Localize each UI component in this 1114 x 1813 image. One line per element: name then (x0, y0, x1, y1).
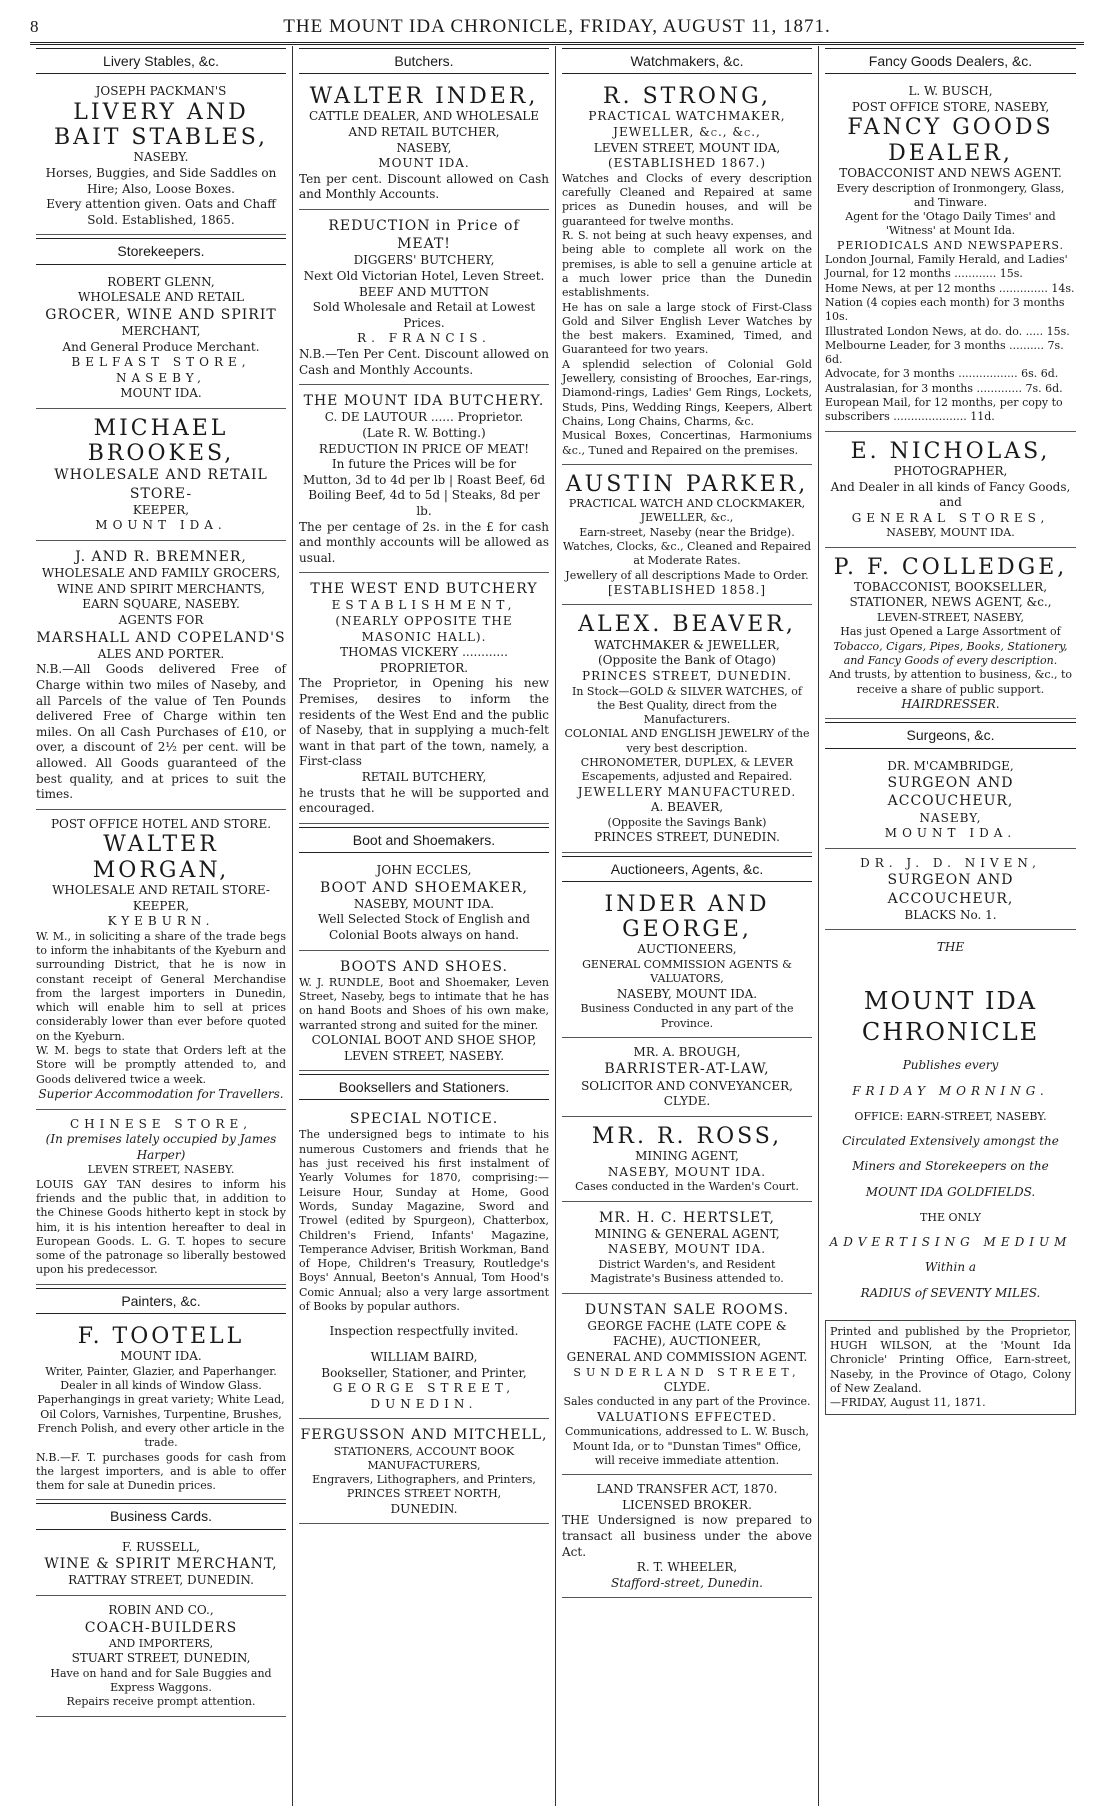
ad-text: DR. J. D. NIVEN, (860, 855, 1041, 870)
advertisement (562, 468, 812, 606)
ad-text: OFFICE: EARN-STREET, NASEBY. (854, 1109, 1047, 1123)
masthead (30, 12, 1084, 45)
page-title: THE MOUNT IDA CHRONICLE, FRIDAY, AUGUST 11, 1871. (283, 16, 831, 37)
section-header: Painters, &c. (36, 1288, 286, 1314)
column-4 (819, 46, 1082, 1806)
ad-text: N.B.—F. T. purchases goods for cash from the largest importers, and is able to offer them for sale at Dunedin prices. (36, 1450, 286, 1493)
ad-text: THE (936, 940, 965, 955)
advertisement (825, 940, 1076, 1301)
ad-text: R. STRONG, (603, 84, 771, 110)
ad-text: And General Produce Merchant. (62, 339, 260, 354)
ad-text: MR. H. C. HERTSLET, (599, 1209, 775, 1226)
ad-text: Every description of Ironmongery, Glass, and Tinware. (836, 181, 1065, 209)
ad-text: Bookseller, Stationer, and Printer, (321, 1365, 527, 1380)
ad-text: A. BEAVER, (650, 800, 724, 815)
section-header: Livery Stables, &c. (36, 48, 286, 74)
ad-text: Musical Boxes, Concertinas, Harmoniums &c., Tuned and Repaired on the premises. (562, 429, 812, 457)
advertisement (562, 1205, 812, 1294)
section-header: Surgeons, &c. (825, 722, 1076, 748)
ad-text: Sold Wholesale and Retail at Lowest Prices. (312, 300, 536, 330)
ad-text: C. DE LAUTOUR ...... Proprietor. (324, 410, 524, 425)
ad-text: Horses, Buggies, and Side Saddles on Hire; Also, Loose Boxes. (45, 165, 277, 196)
ad-text: PHOTOGRAPHER, (893, 463, 1008, 478)
ad-text: GENERAL COMMISSION AGENTS & VALUATORS, (582, 958, 792, 986)
ad-text: (Opposite the Bank of Otago) (598, 653, 776, 668)
advertisement (299, 1422, 549, 1524)
ad-text: NASEBY, (396, 140, 452, 155)
ad-text: Jewellery of all descriptions Made to Order. (565, 568, 809, 582)
ad-text: INDER AND GEORGE, (604, 891, 770, 943)
ad-text: CHINESE STORE, (69, 1116, 253, 1131)
advertisement (36, 412, 286, 541)
section-header: Boot and Shoemakers. (299, 827, 549, 853)
ad-text: P. F. COLLEDGE, (833, 554, 1068, 580)
ad-text: Circulated Extensively amongst the (842, 1133, 1059, 1148)
ad-text: PERIODICALS AND NEWSPAPERS. (836, 238, 1064, 252)
advertisement (299, 576, 549, 824)
ad-text: THE Undersigned is now prepared to transact all business under the above Act. (562, 1513, 812, 1559)
ad-text: District Warden's, and Resident Magistrate's Business attended to. (590, 1257, 784, 1286)
ad-text: J. AND R. BREMNER, (75, 549, 247, 566)
ad-text: The Proprietor, in Opening his new Premises, desires to inform the residents of the West End and the public of Naseby, that in supplying a much-felt want in that part of the town, namely, a First-class (299, 676, 549, 769)
ad-text: Stafford-street, Dunedin. (610, 1575, 763, 1590)
ad-text: R. T. WHEELER, (636, 1560, 738, 1575)
ad-text: ALEX. BEAVER, (578, 612, 796, 638)
ad-text: NASEBY, (919, 810, 982, 825)
advertisement (299, 213, 549, 385)
advertisement (36, 271, 286, 409)
ad-text: Superior Accommodation for Travellers. (38, 1086, 284, 1101)
ad-text: Publishes every (902, 1058, 999, 1073)
advertisement (299, 1106, 549, 1419)
ad-text: STATIONERS, ACCOUNT BOOK MANUFACTURERS, (333, 1444, 515, 1472)
ad-text: MINING & GENERAL AGENT, (594, 1226, 780, 1241)
ad-text: JOSEPH PACKMAN'S (95, 84, 227, 99)
ad-text: Earn-street, Naseby (near the Bridge). (579, 525, 795, 539)
ad-text: MOUNT IDA. (120, 386, 202, 401)
section-header: Butchers. (299, 48, 549, 74)
ad-text: Writer, Painter, Glazier, and Paperhanger. Dealer in all kinds of Window Glass. (45, 1364, 277, 1393)
ad-text: LEVEN STREET, MOUNT IDA, (593, 140, 781, 155)
ad-text: RETAIL BUTCHERY, (361, 770, 487, 785)
ad-text: JOHN ECCLES, (376, 862, 472, 877)
ad-text: MICHAEL BROOKES, (87, 415, 235, 467)
advertisement (562, 1120, 812, 1202)
ad-text: He has on sale a large stock of First-Class Gold and Silver English Lever Watches by the best makers. Examined, Timed, and Guaranteed for two years. (562, 300, 812, 357)
ad-text: BOOT AND SHOEMAKER, (320, 879, 528, 896)
ad-text: N.B.—All Goods delivered Free of Charge within two miles of Naseby, and all Parcels of the value of Ten Pounds delivered Free of Charge within ten miles. On all Cash Purchases of £10, or over, a discount of 2½ per cent. will be allowed. All Goods guaranteed of the best quality, and at prices to suit the times. (36, 662, 286, 802)
ad-text: ROBERT GLENN, (107, 274, 215, 289)
ad-text: FRIDAY MORNING. (852, 1083, 1049, 1098)
ad-text: And Dealer in all kinds of Fancy Goods, and (830, 479, 1071, 510)
ad-text: DR. M'CAMBRIDGE, (887, 758, 1014, 773)
ad-text: BLACKS No. 1. (904, 907, 997, 922)
ad-text: Watches and Clocks of every description carefully Cleaned and Repaired at same prices as Dunedin houses, and will be guaranteed for twelve months. (562, 171, 812, 228)
ad-text: PRINCES STREET, DUNEDIN. (594, 830, 780, 845)
ad-text: Mutton, 3d to 4d per lb | Roast Beef, 6d (302, 472, 546, 487)
ad-text: Agent for the 'Otago Daily Times' and 'Witness' at Mount Ida. (845, 210, 1056, 238)
ad-text: AUSTIN PARKER, (565, 471, 809, 497)
advertisement (562, 608, 812, 852)
ad-text: MERCHANT, (121, 323, 201, 338)
section-header: Fancy Goods Dealers, &c. (825, 48, 1076, 74)
ad-text: ESTABLISHMENT, (331, 598, 517, 613)
ad-text: Every attention given. Oats and Chaff Sold. Established, 1865. (46, 197, 276, 227)
ad-text: FANCY GOODS DEALER, (847, 115, 1054, 166)
advertisement (825, 551, 1076, 720)
ad-text: BEEF AND MUTTON (358, 284, 490, 299)
ad-text: COLONIAL BOOT AND SHOE SHOP, LEVEN STREET, NASEBY. (311, 1032, 537, 1063)
ad-text: Home News, at per 12 months .............. 14s. (825, 281, 1075, 295)
ad-text: KEEPER, (132, 502, 190, 517)
ad-text: JEWELLERY MANUFACTURED. (577, 784, 797, 799)
ad-text: MARSHALL AND COPELAND'S (36, 629, 286, 646)
ad-text: Australasian, for 3 months ............. 7s. 6d. (825, 381, 1063, 395)
ad-text: N.B.—Ten Per Cent. Discount allowed on Cash and Monthly Accounts. (299, 346, 549, 377)
ad-text: NASEBY. (133, 150, 189, 165)
ad-text: PRINCES STREET, DUNEDIN. (582, 668, 792, 683)
ad-text: CATTLE DEALER, AND WHOLESALE AND RETAIL BUTCHER, (309, 109, 539, 140)
ad-text: NASEBY, MOUNT IDA. (607, 1164, 767, 1179)
ad-text: COLONIAL AND ENGLISH JEWELRY of the very best description. (564, 727, 810, 755)
ad-text: AUCTIONEERS, (637, 942, 737, 957)
ad-text: FERGUSSON AND MITCHELL, (300, 1427, 548, 1444)
advertisement (562, 80, 812, 465)
ad-text: London Journal, Family Herald, and Ladies' Journal, for 12 months ............ 15s. (825, 253, 1068, 281)
ad-text: DUNEDIN. (390, 1501, 458, 1516)
ad-text: SOLICITOR AND CONVEYANCER, (581, 1078, 793, 1093)
advertisement (825, 1320, 1076, 1416)
ad-text: WINE & SPIRIT MERCHANT, (44, 1556, 278, 1573)
ad-text: BOOTS AND SHOES. (340, 958, 508, 975)
ad-text: THE MOUNT IDA BUTCHERY. (303, 393, 545, 410)
ad-text: Boiling Beef, 4d to 5d | Steaks, 8d per lb. (308, 488, 540, 518)
ad-text: EARN SQUARE, NASEBY. (82, 597, 240, 612)
section-header: Storekeepers. (36, 238, 286, 264)
ad-text: GENERAL AND COMMISSION AGENT. (566, 1349, 808, 1364)
ad-text: PRACTICAL WATCH AND CLOCKMAKER, JEWELLER, &c., (568, 497, 806, 525)
ad-text: WHOLESALE AND RETAIL STORE-KEEPER, (52, 882, 270, 913)
ad-text: And trusts, by attention to business, &c., to receive a share of public support. (828, 668, 1073, 696)
ad-text: DIGGERS' BUTCHERY, (353, 253, 495, 268)
ad-text: MOUNT IDA. (378, 156, 470, 171)
ad-text: WHOLESALE AND FAMILY GROCERS, (41, 566, 281, 581)
ad-text: Well Selected Stock of English and Colonial Boots always on hand. (317, 912, 530, 942)
ad-text: Printed and published by the Proprietor, HUGH WILSON, at the 'Mount Ida Chronicle' Printing Office, Earn-street, Naseby, in the Province of Otago, Colony of New Zealand. (830, 1324, 1071, 1395)
ad-text: LEVEN-STREET, NASEBY, (877, 611, 1024, 625)
ad-text: MOUNT IDA. (95, 518, 227, 533)
ad-text: BARRISTER-AT-LAW, (604, 1061, 770, 1078)
ad-text: PRACTICAL WATCHMAKER, JEWELLER, &c., &c., (588, 109, 786, 140)
ad-text: MINING AGENT, (635, 1149, 739, 1164)
ad-text: THE WEST END BUTCHERY (310, 581, 538, 598)
ad-text: GEORGE STREET, DUNEDIN. (332, 1381, 516, 1411)
ad-text: Engravers, Lithographers, and Printers, (312, 1473, 536, 1487)
ad-text: WHOLESALE AND RETAIL STORE- (54, 467, 268, 502)
ad-text: MOUNT IDA. (120, 1349, 202, 1364)
ad-text: WALTER MORGAN, (92, 832, 230, 883)
ad-text: MR. A. BROUGH, (633, 1044, 741, 1059)
advertisement (299, 80, 549, 210)
ad-text: KYEBURN. (107, 914, 215, 929)
ad-text: AND IMPORTERS, (108, 1636, 214, 1650)
ad-text: RATTRAY STREET, DUNEDIN. (68, 1573, 254, 1588)
ad-text: (NEARLY OPPOSITE THE MASONIC HALL). (335, 614, 513, 644)
ad-text: COACH-BUILDERS (84, 1619, 238, 1636)
ad-text: E. NICHOLAS, (850, 438, 1051, 464)
ad-text: Cases conducted in the Warden's Court. (575, 1180, 799, 1194)
ad-text: GENERAL STORES, (851, 510, 1050, 525)
ad-text: In future the Prices will be for (331, 457, 517, 472)
ad-text: RADIUS of SEVENTY MILES. (860, 1286, 1041, 1301)
section-header: Watchmakers, &c. (562, 48, 812, 74)
ad-text: R. FRANCIS. (357, 331, 491, 346)
ad-text: SURGEON AND ACCOUCHEUR, (887, 775, 1014, 810)
ad-text: W. M. begs to state that Orders left at the Store will be promptly attended to, and Goods delivered twice a week. (36, 1044, 286, 1086)
ad-text: F. TOOTELL (77, 1323, 245, 1349)
ad-text: Business Conducted in any part of the Province. (580, 1002, 794, 1030)
ad-text: REDUCTION IN PRICE OF MEAT! (318, 441, 530, 456)
ad-text: CLYDE. (663, 1379, 711, 1394)
ad-text: REDUCTION in Price of MEAT! (328, 218, 520, 253)
ad-text: MOUNT IDA CHRONICLE (861, 986, 1040, 1047)
column-2 (293, 46, 556, 1806)
ad-text: Miners and Storekeepers on the (852, 1159, 1049, 1174)
ad-text: Sales conducted in any part of the Province. (563, 1395, 811, 1409)
section-header: Business Cards. (36, 1503, 286, 1529)
ad-text: Paperhangings in great variety; White Lead, Oil Colors, Varnishes, Turpentine, Brushes, French Polish, and every other article in the trade. (37, 1393, 285, 1450)
ad-text: LIVERY AND BAIT STABLES, (54, 99, 268, 151)
advertisement (36, 544, 286, 810)
advertisement (36, 813, 286, 1110)
ad-text: WALTER INDER, (309, 84, 539, 110)
ad-text: NASEBY, MOUNT IDA. (607, 1242, 767, 1257)
ad-text: Communications, addressed to L. W. Busch, Mount Ida, or to "Dunstan Times" Office, will receive immediate attention. (564, 1425, 810, 1467)
advertisement (825, 755, 1076, 849)
advertisement (36, 1113, 286, 1285)
ad-text: R. S. not being at such heavy expenses, and being able to complete all work on the premises, is able to sell a genuine article at a much lower price than the Dunedin establishments. (562, 229, 812, 300)
ad-text: (Opposite the Savings Bank) (607, 815, 767, 829)
ad-text: Within a (924, 1260, 977, 1275)
ad-text: Repairs receive prompt attention. (66, 1695, 256, 1709)
ad-text: Nation (4 copies each month) for 3 months 10s. (825, 295, 1065, 324)
ad-text: TOBACCONIST AND NEWS AGENT. (839, 165, 1062, 180)
ad-text: LAND TRANSFER ACT, 1870. (596, 1482, 778, 1497)
ad-text: GEORGE FACHE (LATE COPE & FACHE), AUCTIONEER, (587, 1318, 787, 1349)
ad-text: PRINCES STREET NORTH, (346, 1487, 502, 1501)
advertisement (36, 1599, 286, 1717)
ad-text: NASEBY, MOUNT IDA. (616, 986, 758, 1001)
ad-text: WINE AND SPIRIT MERCHANTS, (57, 581, 265, 596)
advertisement (299, 388, 549, 573)
ad-text: he trusts that he will be supported and encouraged. (299, 785, 549, 816)
ad-text: MR. R. ROSS, (591, 1123, 783, 1149)
ad-text: W. J. RUNDLE, Boot and Shoemaker, Leven Street, Naseby, begs to intimate that he has on hand Boots and Shoes of his own make, warranted strong and suited for the miner. (299, 975, 549, 1032)
ad-text: ROBIN AND CO., (108, 1603, 214, 1618)
ad-text: A splendid selection of Colonial Gold Jewellery, consisting of Brooches, Ear-rings, Diamond-rings, Ladies' Gem Rings, Lockets, Studs, Pins, Wedding Rings, Keepers, Albert Chains, Long Chains, Charms, &c. (562, 357, 812, 428)
ad-text: European Mail, for 12 months, per copy to subscribers ..................... 11d. (825, 396, 1063, 424)
advertisement (36, 1536, 286, 1596)
ad-text: W. M., in soliciting a share of the trade begs to inform the inhabitants of the Kyeburn and surrounding District, that he is now in constant receipt of General Merchandise from the largest importers in Dunedin, which will enable him to sell at prices considerably lower than ever before quoted on the Kyeburn. (36, 929, 286, 1043)
ad-text: VALUATIONS EFFECTED. (597, 1409, 777, 1424)
ad-text: WHOLESALE AND RETAIL (78, 290, 244, 305)
ad-text: Have on hand and for Sale Buggies and Express Waggons. (50, 1666, 272, 1694)
ad-text: Ten per cent. Discount allowed on Cash and Monthly Accounts. (299, 171, 549, 202)
ad-text: Advocate, for 3 months ................. 6s. 6d. (825, 367, 1059, 381)
columns (30, 46, 1084, 1806)
advertisement (36, 1320, 286, 1501)
ad-text: The undersigned begs to intimate to his numerous Customers and friends that he has just received his first instalment of Yearly Volumes for 1870, comprising:—Leisure Hour, Sunday at Home, Good Words, Sunday Magazine, Sword and Trowel (edited by Spurgeon), Chatterbox, Children's Friend, Infants' Magazine, Temperance Adviser, British Workman, Band of Hope, Children's Treasury, Routledge's Boys' Annual, Beeton's Annual, Tom Hood's Comic Annual; also a very large assortment of Books by popular authors. (299, 1128, 549, 1314)
ad-text: STUART STREET, DUNEDIN, (71, 1651, 251, 1666)
column-1 (30, 46, 293, 1806)
ad-text: CHRONOMETER, DUPLEX, & LEVER Escapements, adjusted and Repaired. (580, 756, 794, 784)
ad-text: Melbourne Leader, for 3 months .......... 7s. 6d. (825, 338, 1064, 367)
ad-text: SUNDERLAND STREET, (573, 1365, 801, 1379)
column-3 (556, 46, 819, 1806)
ad-text: ALES AND PORTER. (97, 646, 225, 661)
ad-text: THE ONLY (920, 1210, 981, 1224)
ad-text: The per centage of 2s. in the £ for cash and monthly accounts will be allowed as usual. (299, 519, 549, 565)
ad-text: GROCER, WINE AND SPIRIT (45, 306, 277, 323)
ad-text: WATCHMAKER & JEWELLER, (594, 637, 780, 652)
advertisement (825, 852, 1076, 931)
advertisement (562, 1297, 812, 1476)
ad-text: CLYDE. (663, 1094, 711, 1109)
ad-text: DUNSTAN SALE ROOMS. (584, 1301, 790, 1318)
ad-text: ADVERTISING MEDIUM (829, 1234, 1072, 1249)
advertisement (562, 1041, 812, 1117)
page-number: 8 (30, 17, 39, 36)
ad-text: LEVEN STREET, NASEBY. (87, 1163, 235, 1177)
ad-text: THOMAS VICKERY ............ PROPRIETOR. (340, 645, 508, 675)
ad-text: —FRIDAY, August 11, 1871. (830, 1396, 986, 1410)
ad-text: Has just Opened a Large Assortment of (840, 625, 1061, 639)
advertisement (825, 80, 1076, 431)
ad-text: (Late R. W. Botting.) (362, 425, 486, 440)
ad-text: MOUNT IDA. (884, 826, 1017, 841)
advertisement (562, 888, 812, 1038)
advertisement (299, 859, 549, 951)
ad-text: WILLIAM BAIRD, (370, 1349, 478, 1364)
ad-text: POST OFFICE STORE, NASEBY, (851, 99, 1050, 114)
ad-text: [ESTABLISHED 1858.] (607, 582, 767, 597)
ad-text: In Stock—GOLD & SILVER WATCHES, of the Best Quality, direct from the Manufacturers. (572, 684, 802, 727)
advertisement (562, 1478, 812, 1598)
ad-text: (ESTABLISHED 1867.) (607, 156, 767, 171)
ad-text: TOBACCONIST, BOOKSELLER, STATIONER, NEWS AGENT, &c., (849, 579, 1052, 610)
advertisement (299, 954, 549, 1072)
section-header: Auctioneers, Agents, &c. (562, 856, 812, 882)
ad-text: NASEBY, MOUNT IDA. (353, 896, 495, 911)
ad-text: SURGEON AND ACCOUCHEUR, (887, 872, 1014, 907)
ad-text: L. W. BUSCH, (908, 84, 993, 99)
ad-text: LICENSED BROKER. (622, 1497, 752, 1512)
ad-text: Watches, Clocks, &c., Cleaned and Repaired at Moderate Rates. (562, 539, 812, 568)
ad-text: BELFAST STORE, NASEBY, (71, 355, 251, 385)
advertisement (825, 435, 1076, 548)
section-header: Booksellers and Stationers. (299, 1074, 549, 1100)
ad-text: Next Old Victorian Hotel, Leven Street. (303, 269, 545, 284)
ad-text: Tobacco, Cigars, Pipes, Books, Stationery, and Fancy Goods of every description. (833, 639, 1068, 667)
ad-text: SPECIAL NOTICE. (349, 1111, 499, 1128)
ad-text: POST OFFICE HOTEL AND STORE. (50, 816, 272, 831)
ad-text: (In premises lately occupied by James Harper) (45, 1132, 277, 1162)
ad-text: Illustrated London News, at do. do. ..... 15s. (825, 324, 1070, 338)
ad-text: LOUIS GAY TAN desires to inform his friends and the public that, in addition to the Chinese Goods hitherto kept in stock by him, it is his intention hereafter to deal in European Goods. L. G. T. hopes to secure some of the patronage so liberally bestowed upon his predecessor. (36, 1177, 286, 1277)
ad-text: F. RUSSELL, (122, 1539, 200, 1554)
ad-text: Inspection respectfully invited. (329, 1324, 519, 1339)
ad-text: HAIRDRESSER. (901, 696, 1000, 711)
advertisement (36, 80, 286, 235)
ad-text: NASEBY, MOUNT IDA. (886, 526, 1015, 540)
ad-text: AGENTS FOR (118, 613, 204, 627)
ad-text: MOUNT IDA GOLDFIELDS. (865, 1184, 1036, 1199)
